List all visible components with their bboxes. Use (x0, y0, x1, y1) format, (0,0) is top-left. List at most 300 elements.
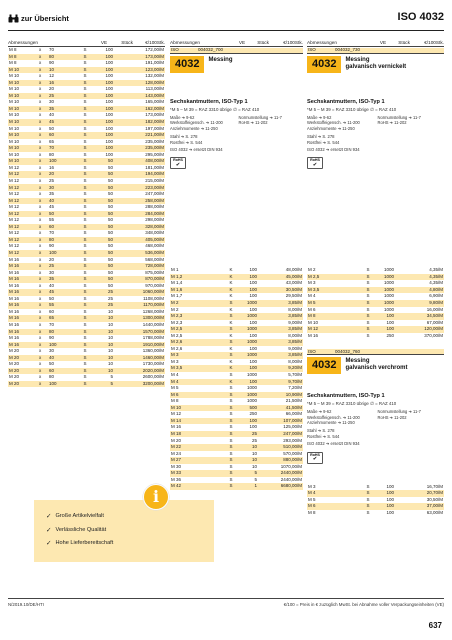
table-cell: 34,50/M (395, 313, 444, 320)
price-table (8, 47, 165, 387)
table-cell: x (38, 237, 48, 244)
table-cell: M 2,3 (170, 313, 226, 320)
table-cell: S (83, 282, 87, 288)
page-number: 637 (428, 621, 442, 630)
table-cell: 16 (48, 80, 78, 87)
table-cell: 9,70/M (258, 379, 303, 386)
table-cell: 875,00/M (145, 269, 164, 275)
table-cell: S (226, 392, 236, 399)
table-cell: 4,35/M (395, 274, 444, 281)
table-cell: M 10 (8, 119, 38, 126)
table-cell: 25 (49, 177, 55, 183)
table-cell: 1730,00/M (142, 361, 164, 367)
table-cell: 70 (49, 47, 55, 53)
table-cell: M 12 (8, 171, 38, 178)
table-cell: 408,00/M (114, 158, 165, 165)
table-cell: 284,00/M (114, 211, 165, 218)
table-cell: M 33 (170, 470, 226, 477)
table-cell: x (38, 302, 48, 309)
table-cell: 1170,00/M (114, 302, 165, 309)
table-cell: 172,00/M (145, 47, 164, 53)
table-cell: 100 (386, 319, 394, 325)
table-cell: 3,85/M (258, 339, 303, 346)
table-cell: 1268,00/M (142, 308, 164, 314)
table-cell: M 12 (9, 230, 20, 236)
table-cell: S (78, 132, 92, 139)
table-cell: 1000 (236, 352, 258, 359)
table-cell: 50 (107, 282, 113, 288)
table-cell: 100 (48, 381, 78, 388)
table-cell: S (363, 274, 373, 281)
table-cell: 100 (249, 345, 257, 351)
table-cell: M 10 (308, 319, 319, 325)
article-number-bar: ISO 004032_730 (307, 48, 444, 54)
table-cell: 35 (49, 191, 55, 197)
table-cell: S (83, 348, 87, 354)
table-cell: S (229, 450, 233, 456)
table-cell: M 4 (171, 372, 179, 378)
table-cell: 100 (386, 483, 394, 489)
table-cell: 370,00/M (424, 332, 443, 338)
table-cell: 50 (107, 230, 113, 236)
table-cell: 6680,00/M (258, 483, 303, 490)
binoculars-icon (8, 14, 19, 23)
table-cell: 25 (48, 263, 78, 270)
table-cell: 60 (49, 308, 55, 314)
table-cell: M 4 (170, 379, 226, 386)
table-cell: K (226, 379, 236, 386)
table-cell: x (39, 99, 42, 105)
product-code-badge: 4032 (170, 56, 204, 73)
table-cell: x (38, 198, 48, 205)
table-cell: 45,00/M (258, 274, 303, 281)
table-cell: 4,35/M (429, 280, 443, 286)
table-cell: x (38, 368, 48, 375)
table-cell: 1000 (373, 287, 395, 294)
table-cell: M 2 (308, 267, 316, 273)
table-cell: 50 (107, 177, 113, 183)
table-cell: M 2 (171, 306, 179, 312)
table-cell: S (366, 267, 370, 273)
table-cell: x (38, 315, 48, 322)
table-cell: x (38, 67, 48, 74)
table-cell: 165,00/M (145, 99, 164, 105)
table-cell: 328,00/M (114, 224, 165, 231)
table-cell: x (39, 177, 42, 183)
table-cell: S (78, 250, 92, 257)
table-cell: 1000 (373, 274, 395, 281)
table-cell: 1000 (373, 300, 395, 307)
table-cell: M 42 (170, 483, 226, 490)
table-cell: 1000 (246, 398, 257, 404)
table-cell: 50 (107, 269, 113, 275)
table-cell: S (78, 93, 92, 100)
table-cell: M 1,6 (170, 287, 226, 294)
rohs-badge: RoHS ✔ (170, 157, 186, 169)
table-cell: 113,00/M (145, 86, 164, 92)
table-cell: 2020,00/M (114, 368, 165, 375)
table-cell: 50 (107, 191, 113, 197)
table-cell: S (226, 418, 236, 425)
table-cell: M 16 (9, 269, 20, 275)
table-cell: 50 (48, 211, 78, 218)
table-cell: S (83, 217, 87, 223)
table-cell: M 4 (308, 293, 316, 299)
table-cell: S (78, 237, 92, 244)
table-cell: 1910,00/M (114, 342, 165, 349)
table-cell: M 12 (307, 326, 363, 333)
table-cell: 100 (92, 54, 114, 61)
table-cell: x (38, 93, 48, 100)
table-cell: 728,00/M (114, 263, 165, 270)
table-cell: 66,00/M (285, 411, 302, 417)
table-cell: 235,00/M (114, 145, 165, 152)
table-cell: S (83, 177, 87, 183)
table-cell: M 12 (9, 243, 20, 249)
table-cell: 50 (107, 217, 113, 223)
table-cell: 100 (92, 145, 114, 152)
table-cell: 90 (49, 60, 55, 66)
table-header: Abmessungen VE Stück €/100Stk. (8, 40, 165, 47)
table-row (307, 510, 444, 517)
table-cell: x (38, 263, 48, 270)
table-cell: 9,80/M (395, 300, 444, 307)
table-cell: x (39, 335, 42, 341)
table-cell: x (38, 132, 48, 139)
table-cell: M 1,2 (170, 274, 226, 281)
table-cell: M 12 (8, 198, 38, 205)
table-cell: M 6 (308, 306, 316, 312)
table-cell: x (38, 184, 48, 191)
table-cell: M 8 (9, 47, 17, 53)
table-cell: 10 (251, 463, 257, 469)
table-cell: K (229, 267, 233, 273)
table-cell: 1000 (236, 339, 258, 346)
table-cell: M 16 (9, 256, 20, 262)
table-cell: S (229, 424, 233, 430)
back-to-overview-link[interactable] (8, 14, 69, 23)
table-cell: M 10 (9, 112, 20, 118)
table-cell: x (38, 342, 48, 349)
table-cell: 197,00/M (145, 125, 164, 131)
table-cell: 10 (236, 444, 258, 451)
table-cell: S (226, 313, 236, 320)
product-material: Messing galvanisch verchromt (345, 358, 408, 372)
table-cell: K (229, 280, 233, 286)
table-cell: 43,00/M (285, 280, 302, 286)
check-icon: ✓ (46, 540, 52, 547)
table-cell: M 5 (307, 300, 363, 307)
table-cell: M 16 (8, 276, 38, 283)
table-cell: 247,00/M (145, 191, 164, 197)
table-cell: S (78, 276, 92, 283)
table-cell: 100 (373, 490, 395, 497)
table-cell: S (363, 313, 373, 320)
page-header (8, 12, 444, 26)
table-cell: M 5 (308, 496, 316, 502)
table-cell: M 10 (170, 405, 226, 412)
table-cell: 880,00/M (258, 457, 303, 464)
table-cell: M 14 (170, 418, 226, 425)
table-cell: S (366, 293, 370, 299)
table-cell: M 2,5 (171, 332, 183, 338)
table-cell: S (83, 374, 87, 380)
table-cell: K (229, 319, 233, 325)
table-cell: S (226, 431, 236, 438)
table-cell: 55 (49, 217, 55, 223)
table-cell: 45 (49, 204, 55, 210)
rohs-badge: RoHS ✔ (307, 452, 323, 464)
table-cell: 40 (49, 112, 55, 118)
table-cell: S (226, 300, 236, 307)
table-cell: 30 (48, 184, 78, 191)
table-cell: x (38, 355, 48, 362)
table-cell: S (366, 332, 370, 338)
table-cell: 30,50/M (426, 496, 443, 502)
table-cell: S (83, 361, 87, 367)
table-cell: 100 (48, 158, 78, 165)
table-cell: 10 (251, 450, 257, 456)
table-cell: 100 (92, 119, 114, 126)
benefit-item: ✓ Verlässliche Qualität (46, 526, 107, 534)
table-cell: S (78, 198, 92, 205)
table-cell: M 8 (8, 54, 38, 61)
column-middle (170, 40, 303, 490)
table-cell: 143,00/M (114, 93, 165, 100)
table-cell: x (39, 138, 42, 144)
table-header: Abmessungen VE Stück €/100Stk. (170, 40, 303, 47)
table-cell: 247,00/M (258, 431, 303, 438)
table-cell: 29,50/M (285, 293, 302, 299)
table-cell: 1000 (236, 392, 258, 399)
table-cell: 100 (249, 306, 257, 312)
table-cell: 1000 (236, 300, 258, 307)
table-cell: 40 (49, 282, 55, 288)
table-cell: M 12 (8, 211, 38, 218)
table-cell: S (229, 372, 233, 378)
table-cell: 25 (92, 302, 114, 309)
table-cell: M 16 (8, 302, 38, 309)
column-right (307, 40, 444, 516)
table-cell: M 3 (171, 358, 179, 364)
header-rule (8, 30, 444, 31)
table-cell: M 8 (171, 398, 179, 404)
table-cell: 107,00/M (258, 418, 303, 425)
table-cell: 45 (48, 289, 78, 296)
table-cell: M 10 (9, 151, 20, 157)
table-cell: M 30 (171, 463, 182, 469)
table-cell: M 12 (8, 184, 38, 191)
table-cell: M 5 (171, 385, 179, 391)
table-cell: M 12 (9, 164, 20, 170)
table-cell: 120,00/M (395, 326, 444, 333)
table-cell: 12 (49, 73, 55, 79)
table-cell: S (363, 287, 373, 294)
table-row (170, 483, 303, 490)
table-cell: 1000 (383, 293, 394, 299)
table-cell: S (363, 490, 373, 497)
table-cell: 25 (92, 289, 114, 296)
table-cell: M 10 (9, 86, 20, 92)
table-cell: M 20 (9, 348, 20, 354)
table-cell: 100 (249, 358, 257, 364)
table-cell: M 20 (9, 374, 20, 380)
table-cell: M 2,6 (170, 339, 226, 346)
table-cell: 10 (92, 342, 114, 349)
table-cell: M 16 (8, 263, 38, 270)
table-cell: 405,00/M (114, 237, 165, 244)
table-cell: 182,00/M (114, 119, 165, 126)
table-cell: x (39, 243, 42, 249)
table-cell: M 10 (8, 80, 38, 87)
table-cell: 100 (105, 60, 113, 66)
product-material: Messing (208, 57, 233, 63)
table-cell: 30 (49, 269, 55, 275)
table-cell: 8,00/M (288, 306, 302, 312)
table-cell: 1440,00/M (142, 321, 164, 327)
table-cell: M 2,5 (307, 274, 363, 281)
table-cell: 20 (48, 171, 78, 178)
check-icon: ✓ (46, 526, 52, 534)
table-cell: S (78, 119, 92, 126)
table-cell: M 12 (8, 224, 38, 231)
table-cell: 6,90/M (429, 293, 443, 299)
table-cell: K (229, 306, 233, 312)
table-cell: 100 (92, 80, 114, 87)
table-cell: S (78, 329, 92, 336)
table-cell: S (226, 444, 236, 451)
table-cell: 250 (249, 411, 257, 417)
table-cell: 20 (49, 86, 55, 92)
table-cell: 100 (105, 138, 113, 144)
table-cell: 1000 (246, 372, 257, 378)
table-cell: 1 (236, 483, 258, 490)
table-cell: x (38, 329, 48, 336)
table-cell: 221,00/M (114, 132, 165, 139)
table-cell: 5 (254, 476, 257, 482)
table-cell: 2440,00/M (280, 476, 302, 482)
table-cell: S (83, 47, 87, 53)
table-row (8, 381, 165, 388)
table-cell: M 16 (8, 342, 38, 349)
table-cell: 25 (107, 295, 113, 301)
table-cell: S (83, 308, 87, 314)
page-title: ISO 4032 (397, 11, 444, 23)
table-cell: 100 (373, 326, 395, 333)
table-cell: M 16 (9, 335, 20, 341)
table-cell: M 3,5 (170, 365, 226, 372)
table-cell: S (363, 326, 373, 333)
table-cell: S (83, 151, 87, 157)
table-cell: 50 (92, 211, 114, 218)
table-cell: x (38, 224, 48, 231)
table-cell: x (39, 151, 42, 157)
table-cell: 1000 (383, 267, 394, 273)
table-cell: 45 (48, 119, 78, 126)
table-cell: M 10 (8, 158, 38, 165)
table-cell: S (229, 476, 233, 482)
table-cell: M 3,5 (307, 287, 363, 294)
table-cell: 55 (48, 302, 78, 309)
table-cell: 70 (48, 145, 78, 152)
table-cell: S (78, 145, 92, 152)
product-header (307, 56, 444, 73)
table-cell: 1570,00/M (114, 329, 165, 336)
table-cell: 1108,00/M (143, 295, 164, 301)
table-cell: 50 (107, 164, 113, 170)
table-cell: x (39, 164, 42, 170)
table-cell: 8,00/M (288, 332, 302, 338)
table-cell: 25 (236, 431, 258, 438)
table-cell: 235,00/M (145, 138, 164, 144)
article-number-bar: ISO 004032_760 (307, 349, 444, 355)
table-cell: x (39, 295, 42, 301)
footer-rule (8, 598, 444, 599)
table-cell: 536,00/M (114, 250, 165, 257)
table-cell: M 3 (308, 280, 316, 286)
table-cell: 100 (236, 287, 258, 294)
benefits-box (34, 500, 214, 562)
table-cell: S (78, 289, 92, 296)
table-cell: M 12 (8, 250, 38, 257)
benefit-item: ✓ Hohe Lieferbereitschaft (46, 540, 114, 547)
table-row (307, 333, 444, 340)
table-cell: 100 (236, 365, 258, 372)
table-cell: 70 (49, 230, 55, 236)
table-cell: M 16 (9, 295, 20, 301)
table-cell: 100 (236, 418, 258, 425)
table-cell: M 27 (170, 457, 226, 464)
table-cell: 35 (48, 276, 78, 283)
table-cell: M 16 (9, 321, 20, 327)
table-cell: S (366, 496, 370, 502)
table-cell: x (39, 374, 42, 380)
table-cell: 123,00/M (114, 67, 165, 74)
price-table (170, 267, 303, 490)
table-cell: M 10 (9, 73, 20, 79)
table-cell: 1460,00/M (114, 355, 165, 362)
table-cell: 100 (236, 274, 258, 281)
table-cell: 50 (107, 256, 113, 262)
table-cell: 100 (105, 112, 113, 118)
table-cell: 50 (92, 158, 114, 165)
table-cell: M 12 (171, 411, 182, 417)
table-cell: M 16 (8, 329, 38, 336)
table-cell: 50 (49, 295, 55, 301)
product-header (170, 56, 303, 73)
table-cell: 20,70/M (395, 490, 444, 497)
table-cell: 35 (48, 106, 78, 113)
table-cell: M 2 (170, 300, 226, 307)
table-cell: 568,00/M (145, 256, 164, 262)
table-cell: 90 (49, 243, 55, 249)
table-cell: M 16 (9, 308, 20, 314)
table-cell: 20 (49, 256, 55, 262)
table-cell: 10 (92, 329, 114, 336)
table-cell: S (226, 457, 236, 464)
check-icon: ✓ (46, 513, 52, 520)
table-cell: 50 (107, 243, 113, 249)
table-cell: S (229, 385, 233, 391)
table-cell: S (363, 300, 373, 307)
table-cell: x (38, 381, 48, 388)
table-cell: 1360,00/M (142, 348, 164, 354)
table-cell: 191,00/M (145, 60, 164, 66)
table-cell: S (229, 463, 233, 469)
table-cell: 50 (92, 250, 114, 257)
table-cell: S (83, 230, 87, 236)
table-cell: 1060,00/M (114, 289, 165, 296)
